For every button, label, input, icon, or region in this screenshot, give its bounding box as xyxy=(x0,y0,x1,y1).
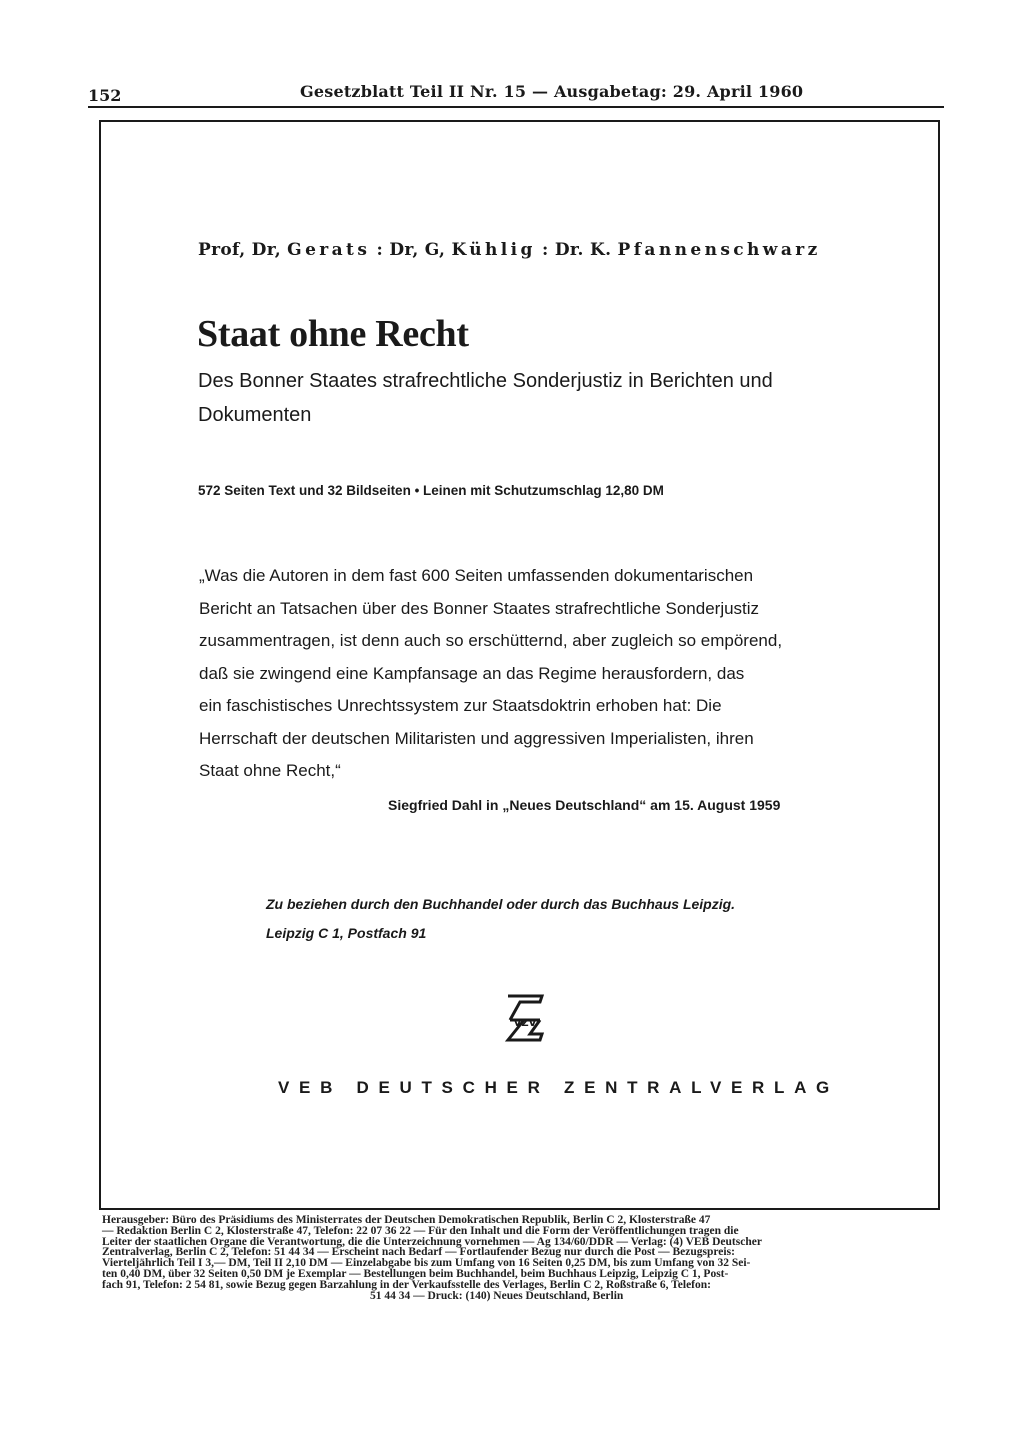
subtitle-line: Des Bonner Staates strafrechtliche Sonderjustiz in Berichten und xyxy=(198,370,773,392)
quote-line: ein faschistisches Unrechtssystem zur Staatsdoktrin erhoben hat: Die xyxy=(199,696,722,715)
order-info xyxy=(266,890,826,948)
author-1-name: Gerats xyxy=(287,240,371,260)
imprint-line: Zentralverlag, Berlin C 2, Telefon: 51 44 34 — Erscheint nach Bedarf — Fortlaufender Bezug nur durch die Post — Bezugspreis: xyxy=(102,1246,735,1259)
imprint-line: Herausgeber: Büro des Präsidiums des Ministerrates der Deutschen Demokratischen Republik, Berlin C 2, Klosterstraße 47 xyxy=(102,1214,711,1226)
book-subtitle xyxy=(198,364,858,432)
authors-line xyxy=(198,240,821,260)
publisher-name: VEB DEUTSCHER ZENTRALVERLAG xyxy=(278,1078,839,1097)
book-title: Staat ohne Recht xyxy=(197,313,469,355)
imprint-line: — Redaktion Berlin C 2, Klosterstraße 47, Telefon: 22 07 36 22 — Für den Inhalt und die Form der Veröffentlichungen tragen die xyxy=(102,1224,739,1237)
publisher-logo-icon xyxy=(500,990,550,1046)
imprint-line: fach 91, Telefon: 2 54 81, sowie Bezug gegen Barzahlung in der Verkaufsstelle des Verlages, Berlin C 2, Roßstraße 6, Telefon: xyxy=(102,1278,711,1291)
imprint-line: Leiter der staatlichen Organe die Verantwortung, die die Unterzeichnung vornehmen — Ag 134/60/DDR — Verlag: (4) VEB Deutscher xyxy=(102,1235,762,1248)
quote-line: Bericht an Tatsachen über des Bonner Staates strafrechtliche Sonderjustiz xyxy=(199,598,760,618)
logo-text: VZV xyxy=(513,1018,537,1029)
gazette-title: Gesetzblatt Teil II Nr. 15 — Ausgabetag: 29. April 1960 xyxy=(300,82,804,101)
order-line: Zu beziehen durch den Buchhandel oder durch das Buchhaus Leipzig. xyxy=(266,896,736,912)
author-3-name: Pfannenschwarz xyxy=(617,240,821,260)
author-separator: : xyxy=(376,240,384,260)
author-3-prefix: Dr. K. xyxy=(554,240,612,260)
quote-attribution: Siegfried Dahl in „Neues Deutschland“ am 15. August 1959 xyxy=(388,797,781,813)
subtitle-line: Dokumenten xyxy=(198,404,312,426)
imprint-line: Vierteljährlich Teil I 3,— DM, Teil II 2,10 DM — Einzelabgabe bis zum Umfang von 16 Seiten 0,25 DM, bis zum Umfang von 32 Sei- xyxy=(102,1257,751,1270)
imprint-line: 51 44 34 — Druck: (140) Neues Deutschland, Berlin xyxy=(370,1289,624,1302)
author-2-name: Kühlig xyxy=(451,240,536,260)
quote-line: zusammentragen, ist denn auch so erschütternd, aber zugleich so empörend, xyxy=(199,631,783,650)
quote-line: daß sie zwingend eine Kampfansage an das Regime herausfordern, das xyxy=(199,663,745,683)
imprint-line: ten 0,40 DM, über 32 Seiten 0,50 DM je Exemplar — Bestellungen beim Buchhandel, beim Buchhaus Leipzig, Leipzig C 1, Post- xyxy=(102,1267,729,1280)
imprint-block xyxy=(102,1215,958,1301)
author-1-prefix: Prof, Dr, xyxy=(198,240,281,260)
page-header xyxy=(88,82,944,108)
quote-line: Staat ohne Recht,“ xyxy=(199,761,341,780)
pages-price-info: 572 Seiten Text und 32 Bildseiten • Leinen mit Schutzumschlag 12,80 DM xyxy=(198,483,664,498)
page-number: 152 xyxy=(88,86,122,105)
author-2-prefix: Dr, G, xyxy=(389,240,446,260)
quote-line: Herrschaft der deutschen Militaristen und aggressiven Imperialisten, ihren xyxy=(199,728,754,748)
quote-line: „Was die Autoren in dem fast 600 Seiten umfassenden dokumentarischen xyxy=(199,566,754,585)
review-quote xyxy=(199,560,835,788)
author-separator: : xyxy=(542,240,549,260)
order-line: Leipzig C 1, Postfach 91 xyxy=(266,925,427,941)
